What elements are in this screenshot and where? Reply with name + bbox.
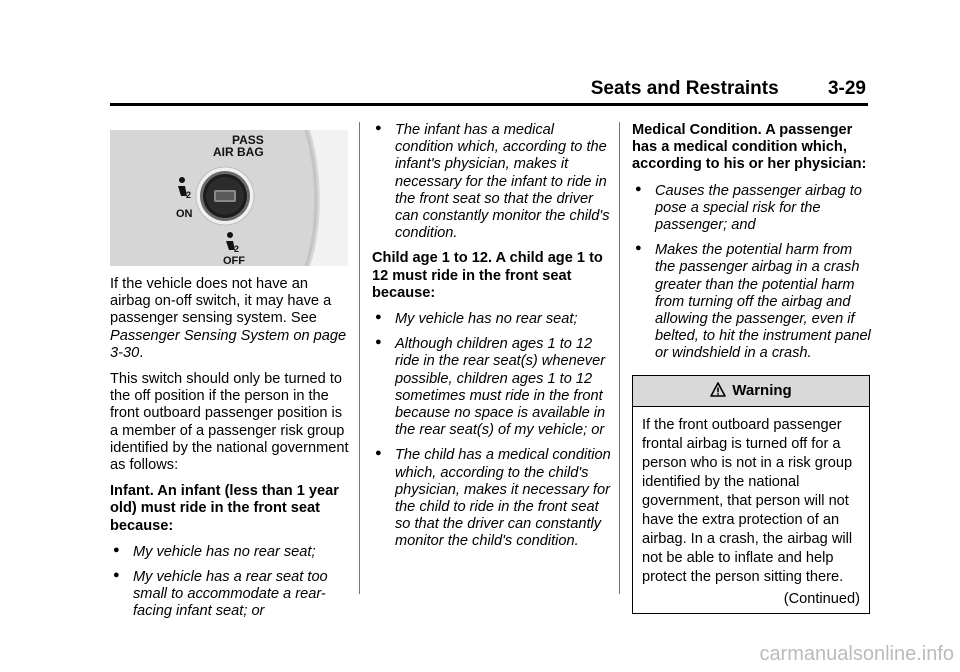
svg-text:2: 2 [186, 190, 192, 200]
list-item: ● Causes the passenger airbag to pose a special risk for the passenger; and [635, 182, 862, 234]
bullet-icon: ● [113, 569, 120, 582]
svg-text:2: 2 [234, 244, 240, 254]
section-title: Seats and Restraints [590, 78, 779, 99]
medical-bullet-list [632, 183, 872, 363]
list-item: ● Makes the potential harm from the passenger airbag in a crash greater than the potential harm from turning off the airbag and allowing the passenger, even if belted, to hit the instrument panel or windshield in a crash. [635, 242, 871, 362]
airbag-label: AIR BAG [213, 145, 264, 159]
bullet-icon: ● [375, 122, 382, 134]
warning-header [633, 376, 869, 407]
warning-body [633, 407, 869, 613]
list-item: ● Although children ages 1 to 12 ride in the rear seat(s) whenever possible, children ages 1 to 12 sometimes must ride in the front because no space is available in the rear seat(s) of my vehicle; or [375, 336, 606, 439]
bullet-icon: ● [375, 447, 382, 460]
intro-paragraph: If the vehicle does not have an airbag on-off switch, it may have a passenger sensing system. See Passenger Sensing System on page 3-30. [110, 276, 347, 361]
warning-icon [710, 382, 726, 398]
infant-heading: Infant. An infant (less than 1 year old) must ride in the front seat because: [110, 483, 339, 534]
bullet-icon: ● [375, 336, 382, 349]
warning-box [632, 375, 870, 614]
page-number: 3-29 [827, 78, 866, 99]
column-divider [359, 122, 360, 594]
airbag-switch-photo [110, 130, 348, 266]
warning-title: Warning [732, 381, 792, 399]
column-1 [110, 122, 350, 629]
column-2 [372, 122, 612, 559]
pass-label: PASS [232, 133, 264, 147]
list-item: ● My vehicle has no rear seat; [375, 311, 578, 328]
passenger-sensing-link[interactable]: Passenger Sensing System on page 3-30 [110, 327, 347, 361]
bullet-icon: ● [635, 182, 642, 195]
on-label: ON [176, 208, 193, 220]
infant-bullet-list-cont [372, 122, 612, 242]
list-item: ● The infant has a medical condition which, according to the infant's physician, makes it necessary for the infant to ride in the front seat so that the driver can constantly monitor the child's condition. [375, 122, 610, 242]
column-3 [632, 122, 872, 614]
child-bullet-list [372, 311, 612, 551]
column-divider [619, 122, 620, 594]
warning-text: If the front outboard passenger frontal airbag is turned off for a person who is not in a risk group identified by the national government, that person will not have the extra protection of an airbag. In a crash, the airbag will not be able to inflate and help protect the person sitting there. [642, 416, 853, 585]
page-header [0, 78, 866, 102]
bullet-icon: ● [635, 242, 642, 255]
medical-heading: Medical Condition. A passenger has a medical condition which, according to his or her physician: [632, 122, 867, 173]
switch-paragraph: This switch should only be turned to the off position if the person in the front outboard passenger position is a member of a passenger risk group identified by the national government as follows: [110, 371, 349, 474]
watermark: carmanualsonline.info [759, 643, 954, 665]
continued-label: (Continued) [783, 590, 860, 607]
airbag-switch-illustration [110, 130, 348, 266]
header-rule [110, 103, 868, 106]
child-heading: Child age 1 to 12. A child age 1 to 12 must ride in the front seat because: [372, 250, 603, 301]
list-item: ● My vehicle has a rear seat too small to accommodate a rear-facing infant seat; or [113, 569, 328, 620]
infant-bullet-list [110, 544, 350, 621]
bullet-icon: ● [113, 543, 120, 556]
off-label: OFF [223, 255, 245, 266]
list-item: ● The child has a medical condition which, according to the child's physician, makes it necessary for the child to ride in the front seat so that the driver can constantly monitor the child's condition. [375, 447, 611, 550]
list-item: ● My vehicle has no rear seat; [113, 543, 316, 560]
bullet-icon: ● [375, 311, 382, 324]
